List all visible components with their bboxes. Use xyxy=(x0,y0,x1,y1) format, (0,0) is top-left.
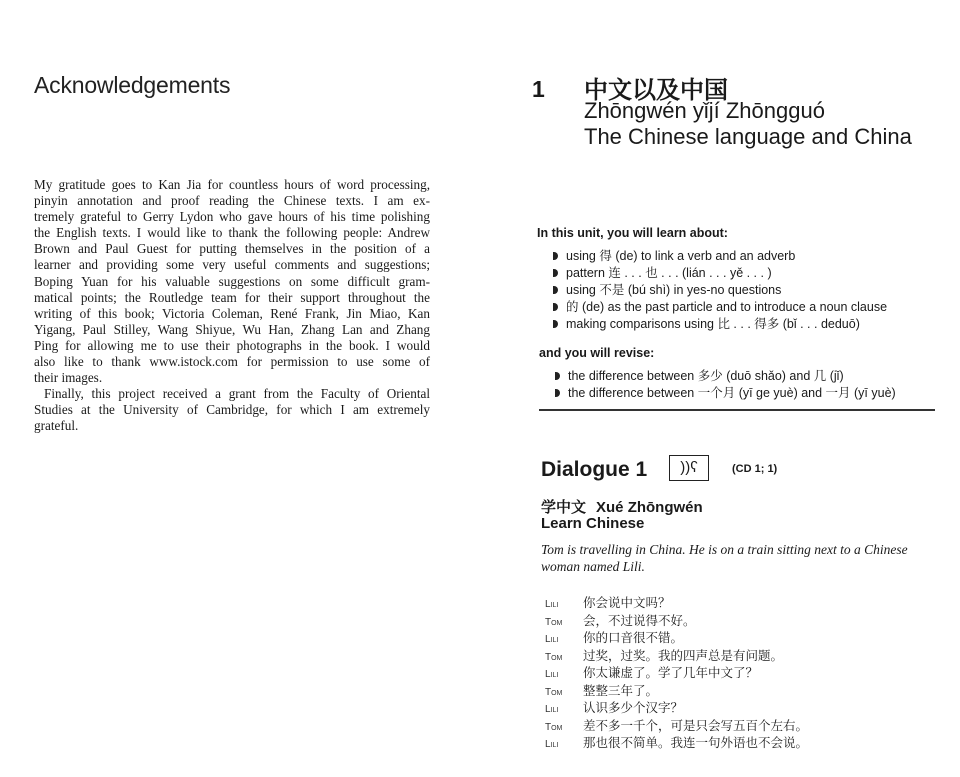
bullet-icon xyxy=(555,372,560,380)
dialogue-title-pinyin: Xué Zhōngwén xyxy=(596,499,703,516)
line-text: 那也很不简单。我连一句外语也不会说。 xyxy=(583,736,809,750)
text-line: Ping for allowing me to use their photographs in the book. I would xyxy=(34,337,430,353)
speaker-name: Tom xyxy=(545,721,563,733)
dialogue-line xyxy=(545,648,808,666)
list-item-text: pattern 连 . . . 也 . . . (lián . . . yě . . . ) xyxy=(566,266,772,280)
dialogue-intro: Tom is travelling in China. He is on a train sitting next to a Chinese woman named Lili. xyxy=(541,542,908,574)
text-line: pinyin annotation and proof reading the Chinese texts. I am ex- xyxy=(34,193,430,209)
list-item xyxy=(553,282,887,299)
bullet-icon xyxy=(555,389,560,397)
line-text: 会，不过说得不好。 xyxy=(583,613,696,628)
dialogue-line xyxy=(545,665,808,683)
bullet-icon xyxy=(553,269,558,277)
list-item-text: using 不是 (bú shì) in yes-no questions xyxy=(566,283,782,297)
text-line: grateful. xyxy=(34,418,79,434)
bullet-icon xyxy=(553,252,558,260)
line-text: 认识多少个汉字？ xyxy=(583,701,684,715)
line-text: 你太谦虚了。学了几年中文了？ xyxy=(583,666,759,680)
text-line: Brown and Paul Guest for putting themselves in the position of a xyxy=(34,241,430,257)
revise-heading: and you will revise: xyxy=(539,346,655,360)
bullet-icon xyxy=(553,286,558,294)
dialogue-line xyxy=(545,630,808,648)
text-line: the English texts. I would like to thank the following people: Andrew xyxy=(34,225,430,241)
dialogue-title: Dialogue 1 xyxy=(541,458,648,481)
list-item xyxy=(555,368,896,385)
speaker-name: Tom xyxy=(545,616,563,628)
line-text: 过奖，过奖。我的四声总是有问题。 xyxy=(583,648,784,663)
list-item-text: 的 (de) as the past particle and to introduce a noun clause xyxy=(566,300,888,314)
text-line: My gratitude goes to Kan Jia for countless hours of word processing, xyxy=(34,177,430,192)
unit-title-chinese: 中文以及中国 xyxy=(584,77,728,104)
text-line: tremely grateful to Gerry Lydon who gave hours of his time polishing xyxy=(34,209,430,225)
unit-number: 1 xyxy=(532,76,545,102)
dialogue-lines xyxy=(545,595,808,753)
ear-audio-icon: ))ʕ xyxy=(669,455,709,481)
list-item xyxy=(553,248,887,265)
speaker-name: Lili xyxy=(545,669,559,680)
speaker-name: Lili xyxy=(545,634,559,645)
speaker-name: Tom xyxy=(545,651,563,663)
learn-list xyxy=(553,248,887,333)
line-text: 你的口音很不错。 xyxy=(583,631,684,645)
list-item xyxy=(555,385,896,402)
list-item-text: making comparisons using 比 . . . 得多 (bǐ . . . deduō) xyxy=(566,317,860,331)
text-line: Yigang, Paul Stilley, Wang Shiyue, Wu Han, Zhang Lan and Zhang xyxy=(34,321,430,337)
dialogue-title-english: Learn Chinese xyxy=(541,515,645,532)
list-item xyxy=(553,316,887,333)
bullet-icon xyxy=(553,303,558,311)
line-text: 你会说中文吗？ xyxy=(583,596,671,610)
unit-title-english: The Chinese language and China xyxy=(584,124,912,149)
list-item-text: the difference between 一个月 (yī ge yuè) and 一月 (yī yuè) xyxy=(568,386,896,400)
dialogue-line xyxy=(545,700,808,718)
section-divider xyxy=(539,409,935,411)
text-line: Boping Yuan for his valuable suggestions on some difficult gram- xyxy=(34,273,430,289)
list-item xyxy=(553,265,887,282)
speaker-name: Lili xyxy=(545,704,559,715)
cd-reference: (CD 1; 1) xyxy=(732,463,778,475)
list-item-text: the difference between 多少 (duō shǎo) and 几 (jǐ) xyxy=(568,369,844,383)
learn-heading: In this unit, you will learn about: xyxy=(537,226,728,240)
text-line: Studies at the University of Cambridge, for which I am extremely xyxy=(34,402,430,418)
list-item-text: using 得 (de) to link a verb and an adverb xyxy=(566,249,796,263)
line-text: 差不多一千个，可是只会写五百个左右。 xyxy=(583,718,809,733)
text-line: Finally, this project received a grant from the Faculty of Oriental xyxy=(44,386,430,402)
dialogue-subtitle xyxy=(541,496,713,517)
speaker-name: Lili xyxy=(545,599,559,610)
dialogue-title-chinese: 学中文 xyxy=(541,499,587,516)
text-line: matical points; the Routledge team for their support throughout the xyxy=(34,289,430,305)
speaker-name: Lili xyxy=(545,739,559,750)
dialogue-line xyxy=(545,683,808,701)
speaker-name: Tom xyxy=(545,686,563,698)
acknowledgements-title: Acknowledgements xyxy=(34,72,231,98)
revise-list xyxy=(555,368,896,402)
dialogue-line xyxy=(545,718,808,736)
acknowledgements-body xyxy=(34,177,430,435)
unit-title-pinyin: Zhōngwén yǐjí Zhōngguó xyxy=(584,98,825,123)
line-text: 整整三年了。 xyxy=(583,683,659,698)
text-line: also like to thank www.istock.com for permission to use some of xyxy=(34,354,430,370)
dialogue-line xyxy=(545,595,808,613)
text-line: their images. xyxy=(34,370,103,386)
bullet-icon xyxy=(553,320,558,328)
text-line: writing of this book; Victoria Coleman, René Frank, Jin Miao, Kan xyxy=(34,305,430,321)
text-line: learner and providing some very useful comments and suggestions; xyxy=(34,257,430,273)
dialogue-line xyxy=(545,613,808,631)
dialogue-line xyxy=(545,735,808,753)
list-item xyxy=(553,299,887,316)
